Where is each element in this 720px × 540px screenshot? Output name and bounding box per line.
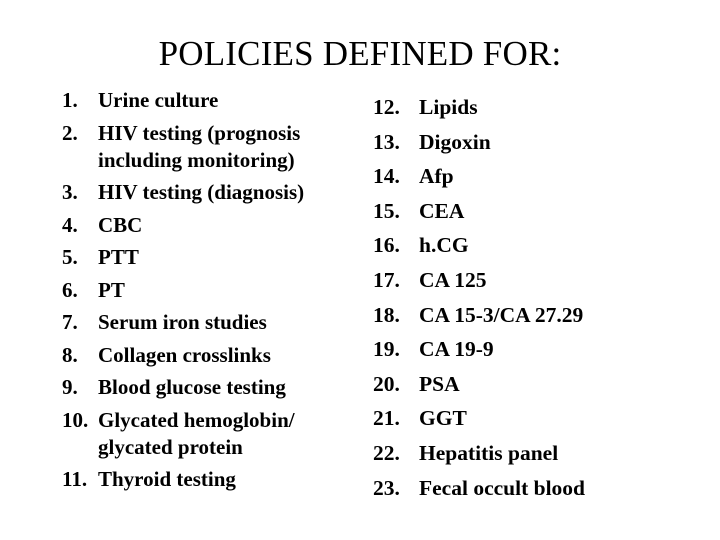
list-item-number: 11. (62, 467, 88, 491)
list-item-number: 5. (62, 245, 78, 269)
list-item (373, 228, 585, 263)
list-item-line: PTT (98, 245, 139, 269)
list-item (62, 277, 304, 304)
list-item-line: Collagen crosslinks (98, 342, 271, 367)
list-item-number: 22. (373, 440, 400, 465)
right-policy-list (373, 90, 585, 505)
list-item-number: 4. (62, 212, 78, 237)
list-item (373, 332, 585, 367)
list-item-number: 10. (62, 407, 89, 432)
list-item-text: CEA (419, 198, 465, 223)
list-item (62, 309, 304, 336)
list-item-number: 18. (373, 302, 400, 327)
list-item-number: 13. (373, 129, 400, 154)
list-item-line: CBC (98, 212, 143, 237)
list-item-line: HIV testing (prognosis (98, 120, 301, 145)
list-item-text (98, 466, 236, 493)
list-item-line: Thyroid testing (98, 467, 236, 491)
list-item (62, 244, 304, 271)
list-item-number: 3. (62, 180, 78, 204)
list-item-text (98, 277, 125, 304)
list-item-line: including monitoring) (98, 147, 295, 172)
left-policy-list (62, 87, 304, 499)
list-item-text (98, 407, 295, 461)
list-item (373, 436, 585, 471)
list-item-text: Hepatitis panel (419, 440, 559, 465)
list-item (62, 342, 304, 369)
list-item-number: 15. (373, 198, 400, 223)
list-item (62, 407, 304, 461)
list-item-text: CA 125 (419, 267, 487, 292)
list-item-text: GGT (419, 406, 467, 431)
list-item-text (98, 244, 139, 271)
list-item-text: h.CG (419, 233, 469, 258)
list-item-number: 21. (373, 406, 400, 431)
list-item (373, 367, 585, 402)
list-item-number: 7. (62, 310, 78, 334)
list-item (373, 90, 585, 125)
list-item-text: CA 19-9 (419, 337, 494, 362)
list-item-text (98, 212, 142, 239)
list-item-text (98, 342, 271, 369)
list-item (373, 263, 585, 298)
list-item-line: Blood glucose testing (98, 375, 286, 399)
list-item-line: HIV testing (diagnosis) (98, 180, 305, 204)
list-item-number: 14. (373, 164, 400, 189)
list-item-number: 12. (373, 95, 400, 119)
list-item (373, 298, 585, 333)
list-item-number: 1. (62, 88, 78, 112)
list-item-line: glycated protein (98, 434, 243, 459)
list-item (62, 212, 304, 239)
list-item (62, 179, 304, 206)
list-item (373, 125, 585, 160)
list-item (62, 374, 304, 401)
list-item-number: 20. (373, 371, 400, 396)
list-item (62, 120, 304, 174)
list-item-line: PT (98, 277, 125, 302)
list-item-number: 6. (62, 277, 78, 302)
list-item-text: Afp (419, 164, 454, 189)
list-item-text: PSA (419, 371, 460, 396)
list-item-text (98, 374, 286, 401)
list-item-number: 9. (62, 375, 78, 399)
list-item-text: Digoxin (419, 129, 491, 154)
list-item (373, 401, 585, 436)
slide-title: POLICIES DEFINED FOR: (158, 34, 562, 73)
list-item-number: 16. (373, 233, 400, 258)
list-item-text: Fecal occult blood (419, 475, 586, 500)
list-item-text: Lipids (419, 95, 478, 119)
list-item (373, 471, 585, 506)
list-item-line: Serum iron studies (98, 310, 267, 334)
list-item-number: 2. (62, 120, 78, 145)
list-item-number: 23. (373, 475, 400, 500)
list-item-text: CA 15-3/CA 27.29 (419, 302, 584, 327)
list-item-text (98, 179, 304, 206)
list-item-number: 19. (373, 337, 400, 362)
list-item (373, 159, 585, 194)
list-item-number: 8. (62, 342, 78, 367)
list-item-text (98, 87, 218, 114)
list-item (373, 194, 585, 229)
list-item-line: Glycated hemoglobin/ (98, 407, 295, 432)
list-item-text (98, 309, 267, 336)
list-item (62, 466, 304, 493)
list-item-number: 17. (373, 267, 400, 292)
list-item-line: Urine culture (98, 88, 219, 112)
list-item-text (98, 120, 300, 174)
list-item (62, 87, 304, 114)
